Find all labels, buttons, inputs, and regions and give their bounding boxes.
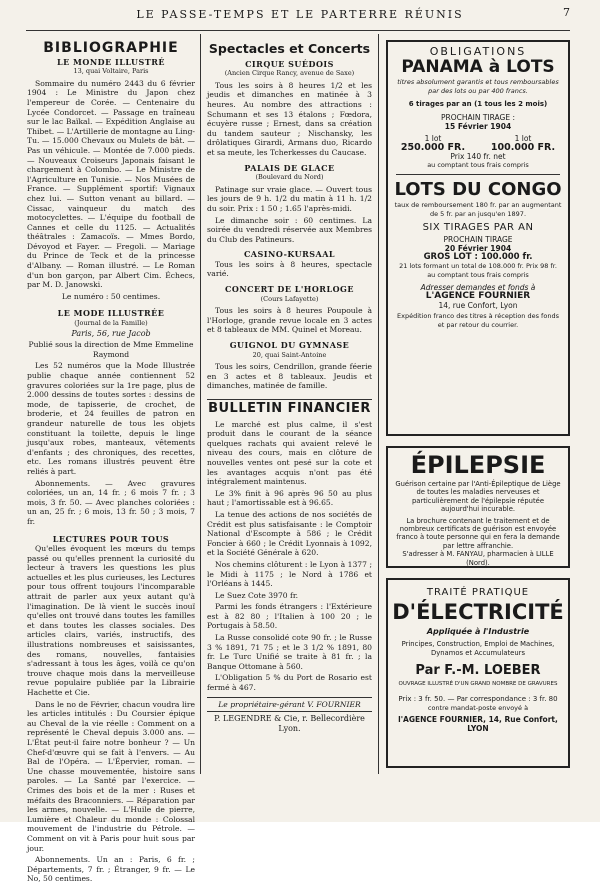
- guignol-gymnase-address: 20, quai Saint-Antoine: [252, 350, 327, 359]
- bulletin-paragraph: Nos chemins clôturent : le Lyon à 1377 ; le Midi à 1175 ; le Nord à 1786 et l'Orléans à 1445.: [207, 559, 372, 589]
- column-divider-2: [378, 34, 379, 774]
- cirque-suedois-text: Tous les soirs à 8 heures 1/2 et les jeudis et dimanches en matinée à 3 heures. Au nombre des attractions : Schumann et ses 13 étalons ; Fœdora, écuyère russe ; Ernest, dans sa création du tandem sauteur ; Nischansky, les drôlatiques Girardi, Armans duo, Ricardo et sa meute, les Tcherkesses du Caucase.: [207, 80, 372, 157]
- gerant-line: Le propriétaire-gérant V. FOURNIER: [207, 697, 372, 710]
- obligations-title: OBLIGATIONS: [429, 45, 527, 58]
- congo-adresser: Adresser demandes et fonds à: [420, 283, 536, 292]
- panama-lot-a: [401, 134, 465, 152]
- ad-rule: [396, 174, 560, 175]
- cirque-suedois-name: CIRQUE SUÉDOIS: [245, 58, 334, 69]
- panama-tirages: 6 tirages par an (1 tous les 2 mois): [408, 100, 548, 108]
- journal-title: LE PASSE-TEMPS ET LE PARTERRE RÉUNIS: [136, 8, 464, 21]
- lot-value: 250.000 FR.: [400, 142, 466, 153]
- panama-terms: au comptant tous frais compris: [427, 161, 529, 169]
- casino-kursaal-text: Tous les soirs à 8 heures, spectacle varié.: [207, 259, 372, 279]
- page-number: 7: [563, 6, 570, 19]
- lectures-pour-tous-contents: Dans le no de Février, chacun voudra lire les articles intitulés : Du Coursier épique au Cheval de la vie réelle : Comment on a représenté le Cheval depuis 3.000 ans. — L'État peut-il faire notre bonheur ? — Un Chef-d'œuvre qui se fait à l'envers. — Au Bal de l'Opéra. — L'Épervier, roman. — Une chasse mouvementée, histoire sans paroles. — La Santé par l'exercice. — Crimes des bois et de la mer : Ruses et méfaits des Braconniers. — Réparation par les armes, nouvelle. — L'Huile de pierre, Lumière et Chaleur du monde : Colossal mouvement de l'industrie du Pétrole. — Comment on vit à Paris pour huit sous par jour.: [27, 699, 195, 853]
- lectures-pour-tous-title: LECTURES POUR TOUS: [52, 533, 170, 544]
- bulletin-paragraph: Le Suez Cote 3970 fr.: [215, 590, 299, 600]
- congo-address: 14, rue Confort, Lyon: [438, 301, 518, 310]
- bulletin-paragraph: La Russe consolidé cote 90 fr. ; le Russe 3 % 1891, 71 75 ; et le 3 1/2 % 1891, 80 fr. Le Turc Unifié se traite à 81 fr. ; la Banque Ottomane à 560.: [207, 633, 372, 671]
- monde-illustre-address: 13, quai Voltaire, Paris: [73, 67, 149, 76]
- epilepsie-desc: Guérison certaine par l'Anti-Épileptique de Liège de toutes les maladies nerveuses et particulièrement de l'épilepsie réputée aujourd'hui incurable.: [395, 480, 561, 514]
- concert-horloge-address: (Cours Lafayette): [260, 294, 319, 303]
- congo-lots: 21 lots formant un total de 108.000 fr. Prix 98 fr. au comptant tous frais compris: [399, 262, 557, 279]
- monde-illustre-title: LE MONDE ILLUSTRÉ: [57, 56, 165, 67]
- epilepsie-contact: S'adresser à M. FANYAU, pharmacien à LILLE (Nord).: [402, 550, 554, 567]
- palais-de-glace-sunday: Le dimanche soir : 60 centimes. La soirée du vendredi réservée aux Membres du Club des Patineurs.: [207, 215, 372, 244]
- lot-value: 100.000 FR.: [490, 142, 556, 153]
- congo-tirages: SIX TIRAGES PAR AN: [422, 222, 534, 233]
- lectures-pour-tous-description: Qu'elles évoquent les mœurs du temps passé ou qu'elles prennent la curiosité du lecteur à travers les questions les plus actuelles et les plus curieuses, les Lectures pour tous offrent toujours l'incomparable attrait de parler aux yeux autant qu'à l'imagination. De là vient le succès inouï qu'elles ont trouvé dans toutes les familles et dans toutes les classes sociales. Des articles clairs, variés, instructifs, des illustrations nombreuses et saisissantes, des romans, nouvelles, fantaisies s'adressant à tous les âges, voilà ce qu'on trouve chaque mois dans la merveilleuse revue populaire publiée par la Librairie Hachette et Cie.: [27, 544, 195, 697]
- guignol-gymnase-name: GUIGNOL DU GYMNASE: [229, 340, 350, 351]
- bulletin-financier-title: BULLETIN FINANCIER: [208, 401, 371, 416]
- electricite-illustrations: OUVRAGE ILLUSTRÉ D'UN GRAND NOMBRE DE GRAVURES: [398, 681, 558, 687]
- congo-agence: L'AGENCE FOURNIER: [425, 291, 531, 301]
- electricite-title: D'ÉLECTRICITÉ: [392, 600, 564, 624]
- panama-desc: titres absolument garantis et tous remboursables par des lots ou par 400 francs.: [397, 78, 559, 95]
- electricite-topics: Principes, Construction, Emploi de Machines, Dynamos et Accumulateurs: [401, 640, 555, 657]
- traite-pratique: TRAITÉ PRATIQUE: [426, 587, 530, 598]
- panama-lots-row: [388, 134, 568, 152]
- panama-price: Prix 140 fr. net: [450, 152, 506, 161]
- congo-desc: taux de remboursement 180 fr. par an augmentant de 5 fr. par an jusqu'en 1897.: [394, 201, 562, 218]
- mode-illustree-subscriptions: Abonnements. — Avec gravures coloriées, un an, 14 fr. ; 6 mois 7 fr. ; 3 mois, 3 fr. 50. — Avec planches coloriées : un an, 25 fr. ; 6 mois, 13 fr. 50 ; 3 mois, 7 fr.: [27, 478, 195, 526]
- panama-date: 15 Février 1904: [444, 122, 512, 131]
- electricite-mandat: contre mandat-poste envoyé à: [427, 704, 529, 712]
- electricite-agence: l'AGENCE FOURNIER, 14, Rue Confort, LYON: [398, 715, 558, 733]
- lectures-pour-tous-subscriptions: Abonnements. Un an : Paris, 6 fr. ; Départements, 7 fr. ; Étranger, 9 fr. — Le No, 50 centimes.: [27, 855, 195, 884]
- casino-kursaal-name: CASINO-KURSAAL: [243, 249, 336, 260]
- bulletin-paragraph: Le 3% finit à 96 après 96 50 au plus haut ; l'amortissable est à 96.65.: [207, 488, 372, 508]
- epilepsie-ad: [386, 446, 570, 568]
- bibliographie-title: BIBLIOGRAPHIE: [43, 40, 179, 56]
- concert-horloge-text: Tous les soirs à 8 heures Poupoule à l'Horloge, grande revue locale en 3 actes et 8 tableaux de MM. Quinel et Moreau.: [207, 306, 372, 335]
- panama-congo-ad: [386, 40, 570, 436]
- panama-title: PANAMA à LOTS: [401, 57, 555, 77]
- guignol-gymnase-text: Tous les soirs, Cendrillon, grande féerie en 3 actes et 8 tableaux. Jeudis et dimanches, matinée de famille.: [207, 362, 372, 391]
- electricite-price: Prix : 3 fr. 50. — Par correspondance : 3 fr. 80: [398, 695, 558, 703]
- bulletin-paragraph: Le marché est plus calme, il s'est produit dans le courant de la séance quelques rachats qui avaient relevé le niveau des cours, mais en clôture de nouvelles ventes ont pesé sur la cote et les avantages acquis n'ont pas été intégralement maintenus.: [207, 419, 372, 487]
- page-header: [0, 0, 600, 30]
- electricite-ad: [386, 578, 570, 768]
- bulletin-paragraph: L'Obligation 5 % du Port de Rosario est fermé à 467.: [207, 673, 372, 693]
- congo-prochain: PROCHAIN TIRAGE: [443, 235, 513, 244]
- mode-illustree-title: LE MODE ILLUSTRÉE: [57, 308, 165, 319]
- spectacles-title: Spectacles et Concerts: [208, 41, 371, 56]
- congo-expedition: Expédition franco des titres à réception des fonds et par retour du courrier.: [397, 312, 559, 329]
- electricite-subtitle: Appliquée à l'Industrie: [426, 627, 530, 636]
- monde-illustre-summary: Sommaire du numéro 2443 du 6 février 1904 : Le Ministre du Japon chez l'empereur de Corée. — Centenaire du Lycée Condorcet. — Passage en traîneau sur le lac Baïkal. — Expédition Anglaise au Thibet. — L'Artillerie de montagne au Ling-Tu. — 15.000 Chevaux ou Mulets de bât. — Pas un véhicule. — Montée de 7.000 pieds. — Nouveaux Croiseurs Japonais faisant le chargement à Colombo. — Le Ministre de l'Agriculture en Tunisie. — Nos Musées de France. — Supplément sportif: Vignaux chez lui. — Sutton venant au billard. — Cissac, vainqueur du match des motocyclettes. — L'équipe du football de Cannes et celle du 1125. — Actualités théâtrales : Zamacoïs. — Mmes Bordo, Dévoyod et Fayer. — Fregoli. — Mariage du Prince de Teck et de la princesse d'Albany. — Roman illustré. — Le Roman d'un bon garçon, par Albert Cim. Échecs, par M. D. Janowski.: [27, 78, 195, 290]
- epilepsie-title: ÉPILEPSIE: [410, 451, 546, 479]
- palais-de-glace-address: (Boulevard du Nord): [255, 173, 324, 182]
- header-rule: [26, 30, 570, 31]
- monde-illustre-price: Le numéro : 50 centimes.: [61, 291, 161, 301]
- mode-illustree-description: Les 52 numéros que la Mode Illustrée publie chaque année contiennent 52 gravures coloriées sur la 1re page, plus de 2.000 dessins de toutes sortes : dessins de mode, de tapisserie, de crochet, de broderie, et 24 feuilles de patron en grandeur naturelle de tous les objets constituant la toilette, depuis le linge jusqu'aux robes, manteaux, vêtements d'enfants ; des chroniques, des recettes, etc. Les romans illustrés peuvent être reliés à part.: [27, 361, 195, 476]
- congo-title: LOTS DU CONGO: [394, 179, 562, 200]
- mode-illustree-subtitle: (Journal de la Famille): [74, 319, 148, 328]
- palais-de-glace-hours: Patinage sur vraie glace. — Ouvert tous les jours de 9 h. 1/2 du matin à 11 h. 1/2 du soir. Prix : 1 50 ; 1.65 l'après-midi.: [207, 184, 372, 213]
- bulletin-paragraph: La tenue des actions de nos sociétés de Crédit est plus satisfaisante : le Comptoir National d'Escompte à 586 ; le Crédit Foncier à 660 ; le Crédit Lyonnais à 1092, et la Société Générale à 620.: [207, 509, 372, 558]
- electricite-author: Par F.-M. LOEBER: [415, 663, 541, 678]
- bibliographie-column: [27, 36, 195, 886]
- bulletin-paragraph: Parmi les fonds étrangers : l'Extérieure est à 82 80 ; l'Italien à 100 20 ; le Portugais à 58.50.: [207, 602, 372, 631]
- column-divider-1: [200, 34, 201, 774]
- mode-illustree-direction: Publié sous la direction de Mme Emmeline Raymond: [28, 340, 194, 359]
- palais-de-glace-name: PALAIS DE GLACE: [244, 162, 335, 173]
- lot-label: 1 lot: [514, 134, 532, 143]
- lot-label: 1 lot: [424, 134, 442, 143]
- section-rule: [207, 399, 372, 400]
- panama-lot-b: [491, 134, 555, 152]
- epilepsie-brochure: La brochure contenant le traitement et de nombreux certificats de guérison est envoyée franco à toute personne qui en fera la demande par lettre affranchie.: [396, 516, 560, 550]
- congo-gros-lot: GROS LOT : 100.000 fr.: [423, 252, 533, 262]
- panama-prochain: PROCHAIN TIRAGE :: [440, 113, 515, 122]
- cirque-suedois-address: (Ancien Cirque Rancy, avenue de Saxe): [224, 69, 355, 78]
- spectacles-column: [207, 36, 372, 735]
- printer-line: P. LEGENDRE & Cie, r. Bellecordière Lyon.: [207, 711, 372, 733]
- concert-horloge-name: CONCERT DE L'HORLOGE: [225, 284, 354, 295]
- mode-illustree-address: Paris, 56, rue Jacob: [71, 328, 151, 338]
- congo-date: 20 Février 1904: [444, 244, 512, 253]
